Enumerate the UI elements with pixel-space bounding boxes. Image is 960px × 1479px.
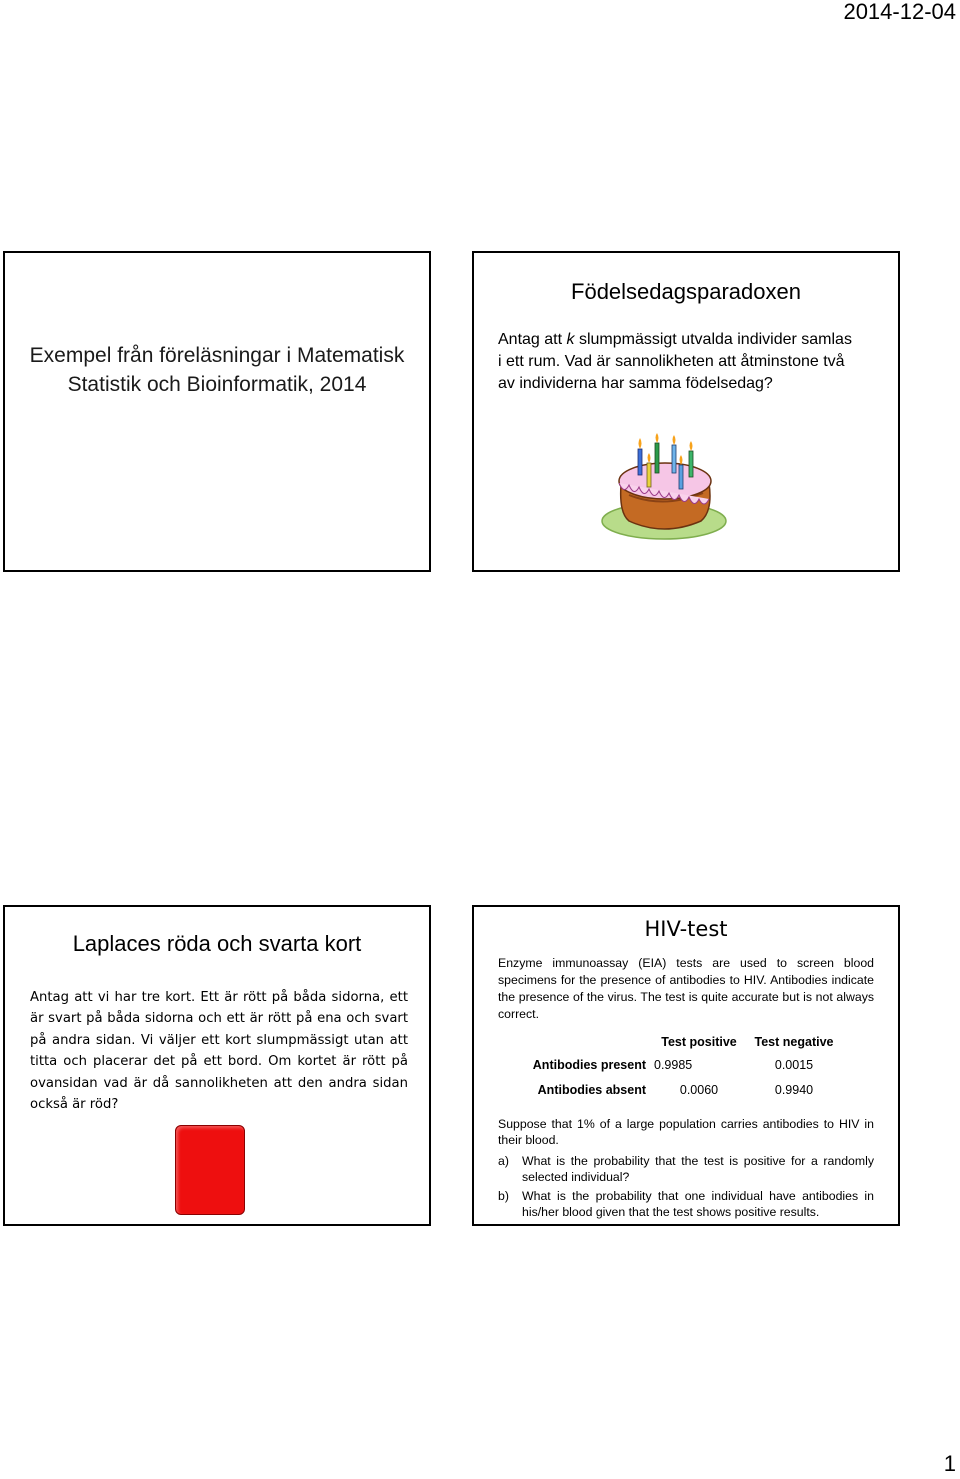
- slide-birthday-paradox: [472, 251, 900, 572]
- page-number: 1: [943, 1451, 956, 1476]
- body-text-post: slumpmässigt utvalda individer samlas i ett rum. Vad är sannolikheten att åtminstone två av individerna har samma födelsedag?: [498, 331, 852, 392]
- list-item: [498, 1188, 874, 1220]
- table-cell: 0.0060: [679, 1082, 719, 1097]
- slide-heading: HIV-test: [644, 917, 728, 941]
- table-header-cell: Test positive: [661, 1034, 737, 1049]
- body-text-pre: Antag att: [498, 331, 567, 348]
- slide-heading: Laplaces röda och svarta kort: [72, 931, 362, 956]
- slide-heading: Födelsedagsparadoxen: [571, 279, 801, 304]
- table-row: [524, 1076, 844, 1101]
- red-card: [175, 1125, 245, 1215]
- hiv-probability-table: [524, 1030, 844, 1101]
- table-cell: 0.9940: [774, 1082, 814, 1097]
- list-item: [498, 1153, 874, 1185]
- slide-question: [498, 1116, 874, 1223]
- slide-title: [3, 251, 431, 572]
- table-row-label: Antibodies present: [532, 1057, 646, 1072]
- list-item-text: What is the probability that one individual have antibodies in his/her blood given that the test shows positive results.: [522, 1189, 874, 1219]
- question-list: [498, 1153, 874, 1220]
- slide-laplace-cards: [3, 905, 431, 1226]
- table-header-cell: Test negative: [754, 1034, 834, 1049]
- slide-title-text: Exempel från föreläsningar i Matematisk Statistik och Bioinformatik, 2014: [29, 344, 405, 396]
- question-text: Suppose that 1% of a large population carries antibodies to HIV in their blood.: [498, 1117, 874, 1147]
- table-header-row: [524, 1030, 844, 1053]
- list-item-label: a): [498, 1154, 509, 1168]
- table-cell: 0.9985: [654, 1057, 693, 1072]
- table-row: [524, 1053, 844, 1076]
- slide-body: Antag att vi har tre kort. Ett är rött på båda sidorna, ett är svart på båda sidorna och ett är rött på ena och svart på andra sidan. Vi väljer ett kort slumpmässigt utan att titta och placerar det på ett bord. Om kortet är rött på ovansidan vad är då sannolikheten att den andra sidan också är röd?: [30, 990, 408, 1113]
- list-item-text: What is the probability that the test is positive for a randomly selected individual?: [522, 1154, 874, 1184]
- table-cell: 0.0015: [774, 1057, 814, 1072]
- slide-hiv-test: [472, 905, 900, 1226]
- table-row-label: Antibodies absent: [537, 1082, 646, 1097]
- birthday-cake-icon: [599, 433, 734, 543]
- slide-intro: Enzyme immunoassay (EIA) tests are used to screen blood specimens for the presence of antibodies to HIV. Antibodies indicate the presence of the virus. The test is quite accurate but is not always correct.: [498, 956, 874, 1021]
- slide-body: [498, 329, 858, 395]
- variable-k: k: [566, 331, 575, 348]
- list-item-label: b): [498, 1189, 509, 1203]
- page-date: 2014-12-04: [843, 0, 956, 24]
